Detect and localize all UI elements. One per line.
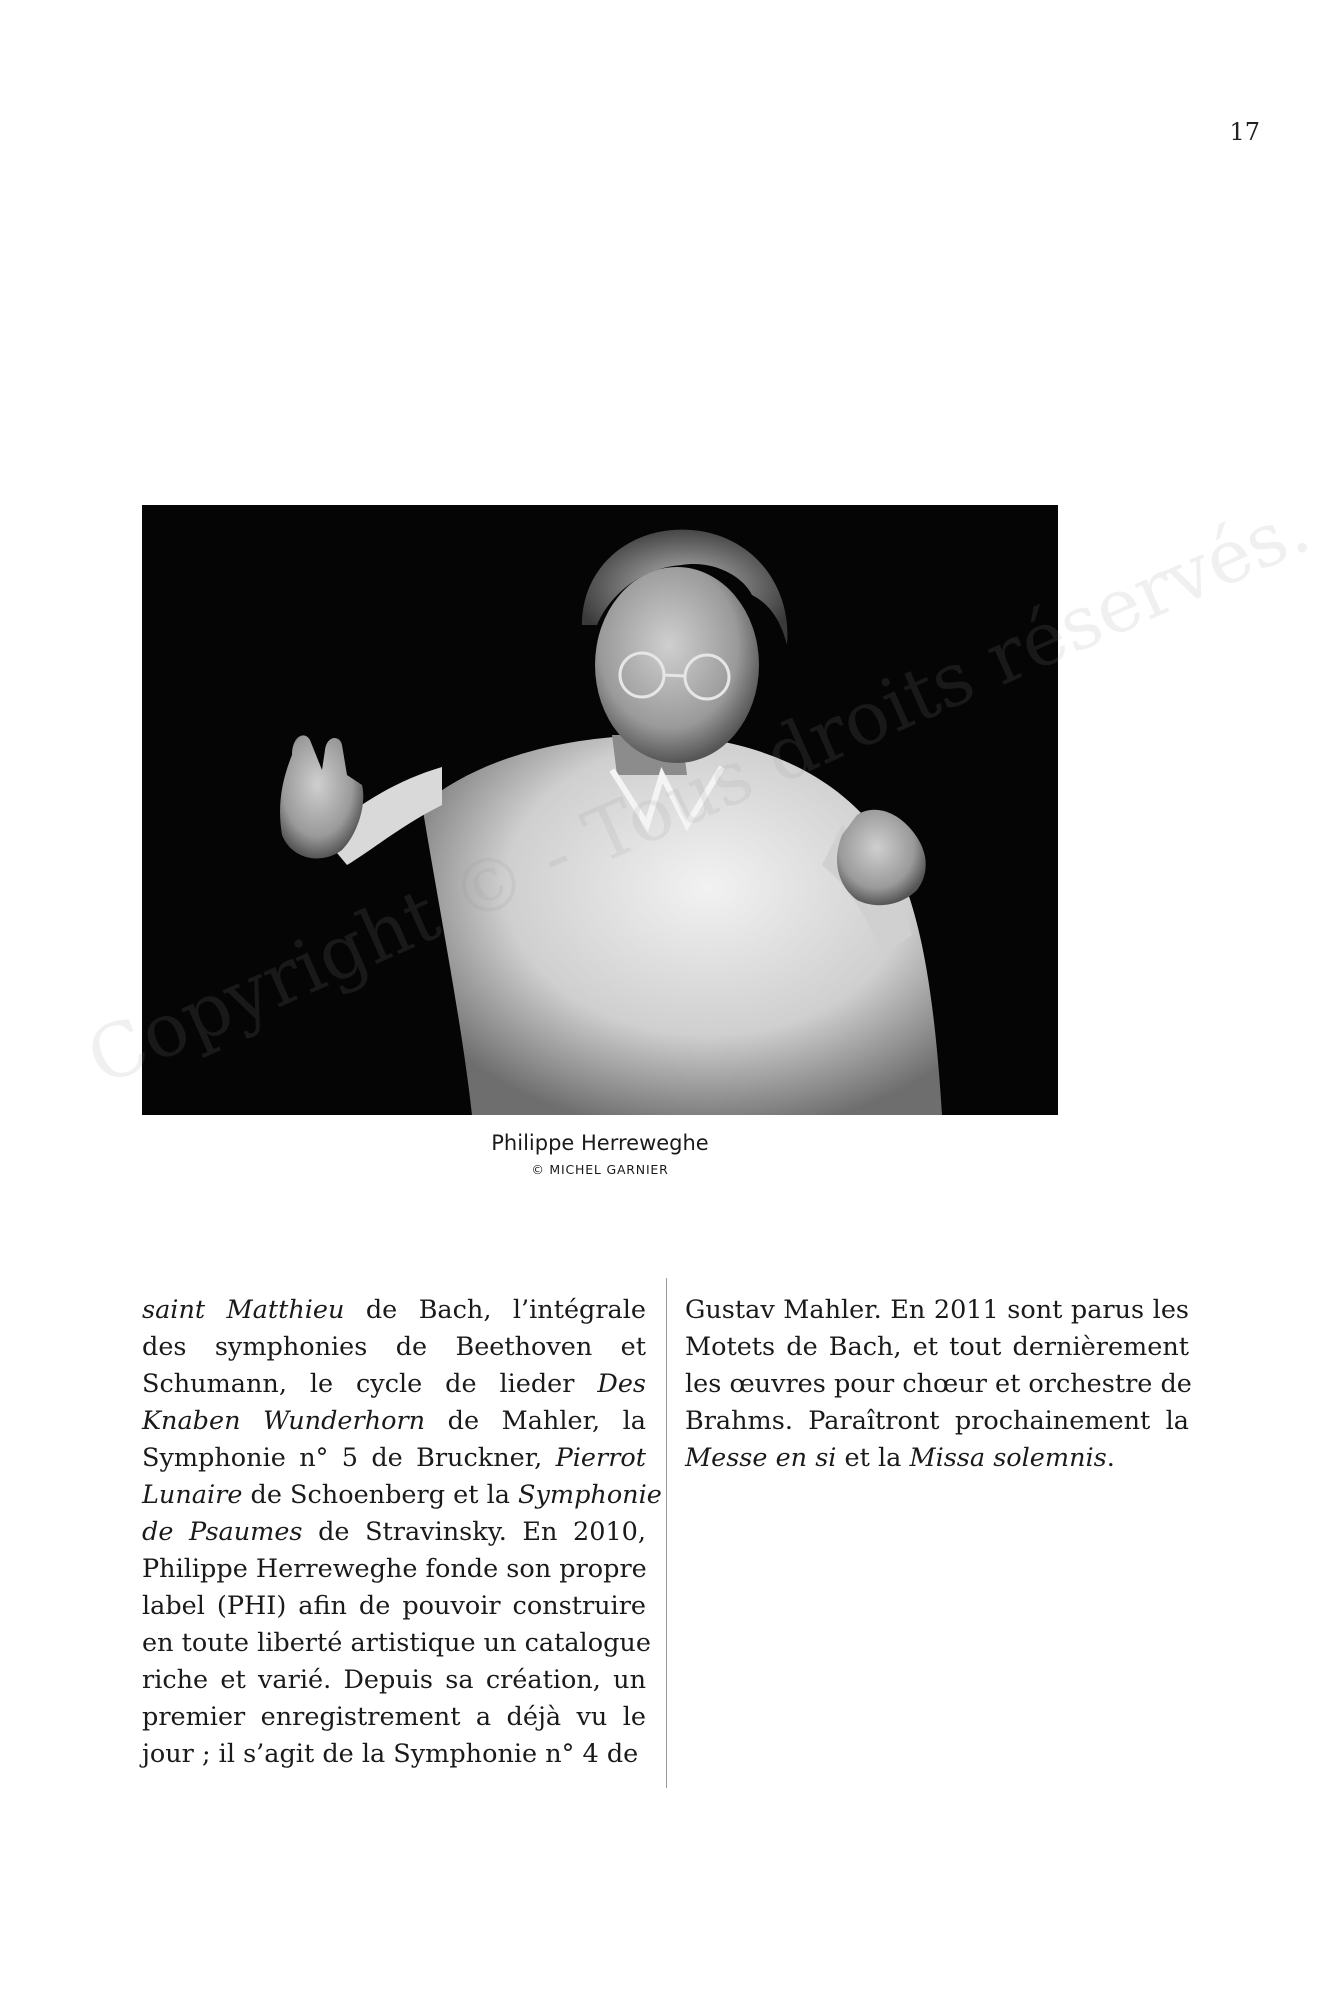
text-segment: Gustav Mahler. En 2011 sont parus les	[685, 1295, 1189, 1325]
conductor-photo-illustration	[142, 505, 1058, 1115]
text-line	[142, 1551, 646, 1588]
text-line	[685, 1292, 1189, 1329]
text-line	[142, 1736, 646, 1773]
text-segment: de Stravinsky. En 2010,	[302, 1517, 647, 1547]
text-segment: et la	[836, 1443, 910, 1473]
italic-title: Des	[597, 1369, 646, 1399]
text-segment: Motets de Bach, et tout dernièrement	[685, 1332, 1189, 1362]
text-line	[142, 1588, 646, 1625]
text-segment: de Schoenberg et la	[242, 1480, 519, 1510]
text-line	[685, 1329, 1189, 1366]
italic-title: Lunaire	[142, 1480, 243, 1510]
text-line	[142, 1366, 646, 1403]
text-segment: label (PHI) afin de pouvoir construire	[142, 1591, 646, 1621]
italic-title: de Psaumes	[142, 1517, 303, 1547]
page-number: 17	[1229, 118, 1260, 146]
text-segment: Schumann, le cycle de lieder	[142, 1369, 598, 1399]
italic-title: Pierrot	[555, 1443, 646, 1473]
body-text-left-column	[142, 1292, 662, 1773]
text-line	[142, 1292, 646, 1329]
text-line	[142, 1440, 646, 1477]
italic-title: Knaben Wunderhorn	[142, 1406, 426, 1436]
text-segment: riche et varié. Depuis sa création, un	[142, 1665, 646, 1695]
text-line	[142, 1514, 646, 1551]
text-line	[142, 1625, 651, 1662]
text-segment: Philippe Herreweghe fonde son propre	[142, 1554, 647, 1584]
text-segment: jour ; il s’agit de la Symphonie n° 4 de	[142, 1739, 639, 1769]
conductor-photo	[142, 505, 1058, 1115]
body-text-right-column	[685, 1292, 1192, 1477]
text-line	[142, 1699, 646, 1736]
text-line	[142, 1329, 646, 1366]
photo-caption-credit: © MICHEL GARNIER	[531, 1162, 669, 1177]
text-line	[142, 1403, 646, 1440]
copyright-watermark: réservés.	[973, 484, 1322, 703]
italic-title: Missa solemnis	[909, 1443, 1107, 1473]
text-segment: de Mahler, la	[425, 1406, 646, 1436]
text-line	[142, 1477, 662, 1514]
text-segment: Symphonie n° 5 de Bruckner,	[142, 1443, 556, 1473]
text-line	[685, 1403, 1189, 1440]
text-line	[685, 1366, 1192, 1403]
text-segment: des symphonies de Beethoven et	[142, 1332, 646, 1362]
column-divider	[666, 1278, 667, 1788]
text-segment: premier enregistrement a déjà vu le	[142, 1702, 646, 1732]
italic-title: Messe en si	[685, 1443, 837, 1473]
text-line	[142, 1662, 646, 1699]
text-segment: .	[1106, 1443, 1115, 1473]
photo-caption-name: Philippe Herreweghe	[491, 1131, 709, 1155]
text-segment: Brahms. Paraîtront prochainement la	[685, 1406, 1189, 1436]
italic-title: Symphonie	[518, 1480, 662, 1510]
text-segment: de Bach, l’intégrale	[344, 1295, 646, 1325]
text-segment: en toute liberté artistique un catalogue	[142, 1628, 651, 1658]
italic-title: saint Matthieu	[142, 1295, 345, 1325]
text-segment: les œuvres pour chœur et orchestre de	[685, 1369, 1192, 1399]
text-line	[685, 1440, 1189, 1477]
